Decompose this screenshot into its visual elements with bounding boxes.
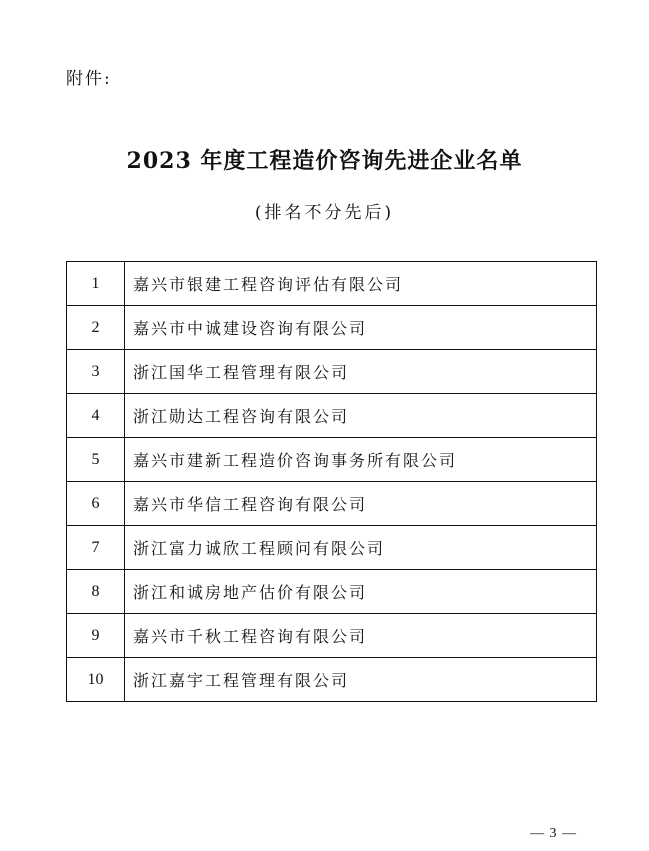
document-subtitle: (排名不分先后)	[254, 203, 395, 223]
table-row	[67, 570, 597, 614]
table-row	[67, 394, 597, 438]
table-row	[67, 262, 597, 306]
company-name: 嘉兴市华信工程咨询有限公司	[125, 482, 597, 526]
table-row	[67, 438, 597, 482]
company-name: 嘉兴市千秋工程咨询有限公司	[125, 614, 597, 658]
row-number: 4	[67, 394, 125, 438]
row-number: 9	[67, 614, 125, 658]
company-name: 嘉兴市银建工程咨询评估有限公司	[125, 262, 597, 306]
company-name: 浙江富力诚欣工程顾问有限公司	[125, 526, 597, 570]
table-row	[67, 350, 597, 394]
company-name: 浙江国华工程管理有限公司	[125, 350, 597, 394]
table-row	[67, 658, 597, 702]
company-name: 浙江嘉宇工程管理有限公司	[125, 658, 597, 702]
company-table	[66, 261, 597, 702]
company-name: 浙江和诚房地产估价有限公司	[125, 570, 597, 614]
table-row	[67, 614, 597, 658]
table-row	[67, 526, 597, 570]
row-number: 2	[67, 306, 125, 350]
company-name: 嘉兴市中诚建设咨询有限公司	[125, 306, 597, 350]
attachment-label: 附件:	[66, 69, 112, 89]
row-number: 7	[67, 526, 125, 570]
document-title: 2023 年度工程造价咨询先进企业名单	[126, 148, 523, 174]
page-number: — 3 —	[530, 826, 577, 841]
company-name: 浙江勋达工程咨询有限公司	[125, 394, 597, 438]
row-number: 5	[67, 438, 125, 482]
company-name: 嘉兴市建新工程造价咨询事务所有限公司	[125, 438, 597, 482]
table-row	[67, 482, 597, 526]
row-number: 10	[67, 658, 125, 702]
row-number: 1	[67, 262, 125, 306]
row-number: 8	[67, 570, 125, 614]
row-number: 3	[67, 350, 125, 394]
table-row	[67, 306, 597, 350]
row-number: 6	[67, 482, 125, 526]
